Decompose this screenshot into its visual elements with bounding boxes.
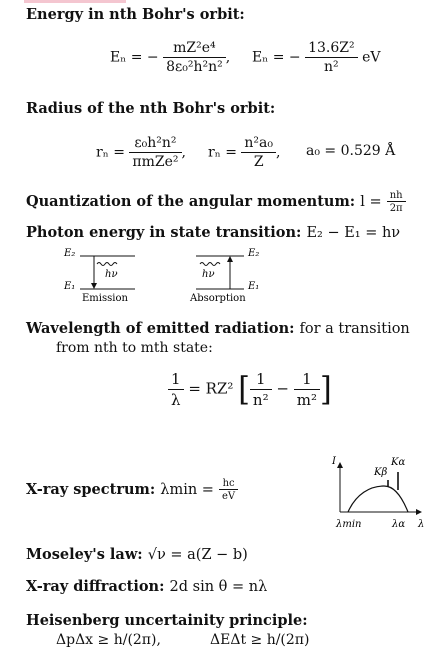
- xray-fraction: [219, 478, 238, 502]
- energy-formula-1-numerator: mZ²e⁴: [163, 40, 226, 58]
- emission-photon-wave: [97, 263, 117, 266]
- rydberg-term1-denominator: n²: [252, 391, 269, 409]
- quantization-numerator: nh: [387, 190, 406, 202]
- quantization-heading-text: Quantization of the angular momentum:: [26, 193, 356, 210]
- xray-x-arrow: [416, 509, 422, 515]
- rydberg-lhs-fraction: [168, 370, 184, 409]
- bohr-radius-constant: a₀ = 0.529 Å: [306, 143, 396, 159]
- absorption-diagram: [186, 244, 306, 306]
- wavelength-intro-line2: from nth to mth state:: [56, 340, 213, 356]
- xray-heading: [26, 478, 238, 502]
- xray-kbeta-label: Kβ: [374, 467, 388, 478]
- radius-formula-1-comma: ,: [181, 144, 186, 161]
- heisenberg-formula-2: ΔEΔt ≥ h/(2π): [210, 632, 310, 648]
- photon-heading: [26, 224, 400, 241]
- emission-diagram: [60, 244, 170, 306]
- absorption-photon-label: hν: [202, 269, 215, 280]
- xray-heading-text: X-ray spectrum:: [26, 481, 156, 498]
- diffraction-heading-text: X-ray diffraction:: [26, 578, 165, 595]
- rydberg-term2-fraction: [294, 370, 320, 409]
- wavelength-intro-rest: for a transition: [299, 321, 410, 337]
- diffraction-formula: 2d sin θ = nλ: [169, 579, 268, 595]
- emission-photon-label: hν: [105, 269, 118, 280]
- energy-formula-2-numerator: 13.6Z²: [305, 40, 358, 58]
- xray-lambda-alpha-label: λα: [392, 519, 406, 530]
- moseley-heading-text: Moseley's law:: [26, 546, 143, 563]
- heisenberg-formula-1: ΔpΔx ≥ h/(2π),: [56, 632, 161, 648]
- photon-heading-text: Photon energy in state transition:: [26, 224, 302, 241]
- heisenberg-heading: Heisenberg uncertainity principle:: [26, 612, 308, 629]
- photon-relation: E₂ − E₁ = hν: [306, 225, 401, 241]
- energy-formula-2-unit: eV: [362, 49, 381, 66]
- radius-heading: Radius of the nth Bohr's orbit:: [26, 100, 276, 117]
- quantization-fraction: [387, 190, 406, 214]
- absorption-lower-label: E₁: [248, 281, 260, 292]
- energy-formula-2: [252, 40, 380, 75]
- energy-formula-2-fraction: [305, 40, 358, 75]
- wavelength-heading-text: Wavelength of emitted radiation:: [26, 320, 295, 337]
- rydberg-term1-fraction: [250, 370, 272, 409]
- radius-formula-2-lhs: rₙ =: [208, 144, 237, 161]
- rydberg-minus: −: [276, 379, 289, 398]
- absorption-caption: Absorption: [190, 293, 246, 304]
- moseley-heading: [26, 546, 248, 563]
- xray-numerator: hc: [219, 478, 238, 490]
- moseley-formula: √ν = a(Z − b): [147, 547, 248, 563]
- xray-y-label: I: [332, 456, 336, 467]
- absorption-photon-wave: [200, 263, 220, 266]
- quantization-heading: [26, 190, 406, 214]
- energy-formula-1: [110, 40, 230, 75]
- diffraction-heading: [26, 578, 267, 595]
- emission-caption: Emission: [82, 293, 128, 304]
- emission-lower-label: E₁: [64, 281, 76, 292]
- radius-formula-2-numerator: n²a₀: [241, 135, 276, 153]
- rydberg-term2-numerator: 1: [294, 370, 320, 390]
- energy-formula-1-fraction: [163, 40, 226, 75]
- top-highlight-bar: [24, 0, 126, 3]
- xray-lambda-label: λ: [418, 519, 425, 530]
- quantization-lhs: l =: [360, 194, 382, 210]
- rydberg-middle: = RZ²: [188, 379, 234, 398]
- emission-upper-label: E₂: [64, 248, 76, 259]
- emission-arrow-head: [91, 283, 97, 289]
- xray-lhs: λmin =: [160, 482, 214, 498]
- rydberg-term2-denominator: m²: [296, 391, 317, 409]
- radius-formula-2-denominator: Z: [253, 154, 264, 170]
- absorption-arrow-head: [227, 256, 233, 262]
- energy-formula-1-comma: ,: [225, 49, 231, 66]
- wavelength-heading: [26, 320, 410, 337]
- xray-continuous-curve: [348, 486, 408, 512]
- energy-formula-1-denominator: 8ε₀²h²n²: [166, 59, 223, 75]
- energy-formula-2-denominator: n²: [324, 59, 339, 75]
- xray-spectrum-graph: [326, 450, 438, 532]
- rydberg-term1-numerator: 1: [250, 370, 272, 390]
- rydberg-formula: [168, 370, 332, 409]
- radius-formula-1-lhs: rₙ =: [96, 144, 125, 161]
- quantization-denominator: 2π: [389, 203, 403, 214]
- rydberg-left-bracket: [: [238, 370, 250, 409]
- radius-formula-1-denominator: πmZe²: [132, 154, 179, 170]
- radius-formula-1-fraction: [129, 135, 181, 170]
- energy-heading: Energy in nth Bohr's orbit:: [26, 6, 245, 23]
- energy-formula-2-lhs: Eₙ = −: [252, 49, 301, 66]
- radius-formula-1: [96, 135, 186, 170]
- rydberg-right-bracket: ]: [319, 370, 332, 409]
- rydberg-lhs-denominator: λ: [171, 391, 181, 409]
- rydberg-lhs-numerator: 1: [168, 370, 184, 390]
- radius-formula-2-comma: ,: [275, 144, 281, 161]
- absorption-upper-label: E₂: [248, 248, 260, 259]
- xray-lambda-min-label: λmin: [336, 519, 362, 530]
- xray-kalpha-label: Kα: [391, 457, 406, 468]
- radius-formula-2: [208, 135, 280, 170]
- energy-formula-1-lhs: Eₙ = −: [110, 49, 159, 66]
- xray-y-arrow: [337, 462, 343, 468]
- radius-formula-2-fraction: [241, 135, 276, 170]
- radius-formula-1-numerator: ε₀h²n²: [129, 135, 181, 153]
- xray-denominator: eV: [222, 491, 236, 502]
